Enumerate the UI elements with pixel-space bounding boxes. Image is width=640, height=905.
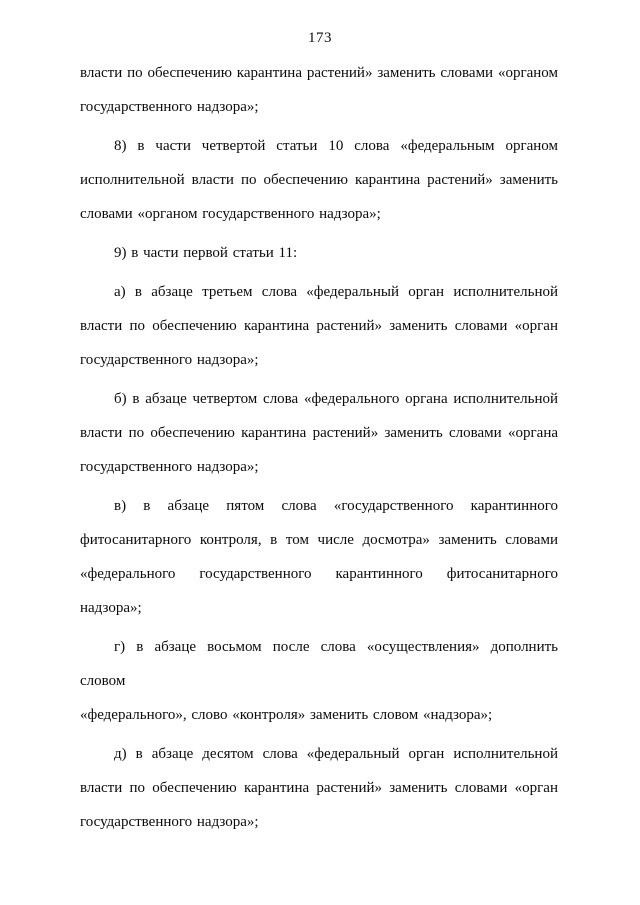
paragraph — [80, 129, 558, 231]
document-body — [80, 56, 558, 844]
paragraph — [80, 275, 558, 377]
text-line: надзора»; — [80, 600, 142, 616]
paragraph — [80, 56, 558, 124]
paragraph — [80, 489, 558, 625]
text-line: государственного надзора»; — [80, 352, 259, 368]
paragraph — [80, 737, 558, 839]
text-line: исполнительной власти по обеспечению карантина растений» заменить — [80, 172, 558, 188]
text-line: в) в абзаце пятом слова «государственного карантинного — [114, 498, 558, 514]
text-line: фитосанитарного контроля, в том числе досмотра» заменить словами — [80, 532, 558, 548]
text-line: а) в абзаце третьем слова «федеральный орган исполнительной — [114, 284, 558, 300]
text-line: государственного надзора»; — [80, 814, 259, 830]
text-line: государственного надзора»; — [80, 99, 259, 115]
text-line: «федерального», слово «контроля» заменить словом «надзора»; — [80, 707, 493, 723]
text-line: власти по обеспечению карантина растений» заменить словами «орган — [80, 318, 558, 334]
text-line: д) в абзаце десятом слова «федеральный орган исполнительной — [114, 746, 558, 762]
paragraph — [80, 630, 558, 732]
page-number: 173 — [308, 30, 332, 46]
text-line: государственного надзора»; — [80, 459, 259, 475]
paragraph — [80, 236, 558, 270]
text-line: власти по обеспечению карантина растений» заменить словами «органом — [80, 65, 558, 81]
text-line: 9) в части первой статьи 11: — [114, 245, 298, 261]
text-line: власти по обеспечению карантина растений» заменить словами «орган — [80, 780, 558, 796]
text-line: 8) в части четвертой статьи 10 слова «федеральным органом — [114, 138, 558, 154]
text-line: б) в абзаце четвертом слова «федерального органа исполнительной — [114, 391, 558, 407]
text-line: власти по обеспечению карантина растений» заменить словами «органа — [80, 425, 558, 441]
text-line: г) в абзаце восьмом после слова «осуществления» дополнить словом — [80, 639, 558, 689]
text-line: «федерального государственного карантинного фитосанитарного — [80, 566, 558, 582]
text-line: словами «органом государственного надзора»; — [80, 206, 381, 222]
paragraph — [80, 382, 558, 484]
